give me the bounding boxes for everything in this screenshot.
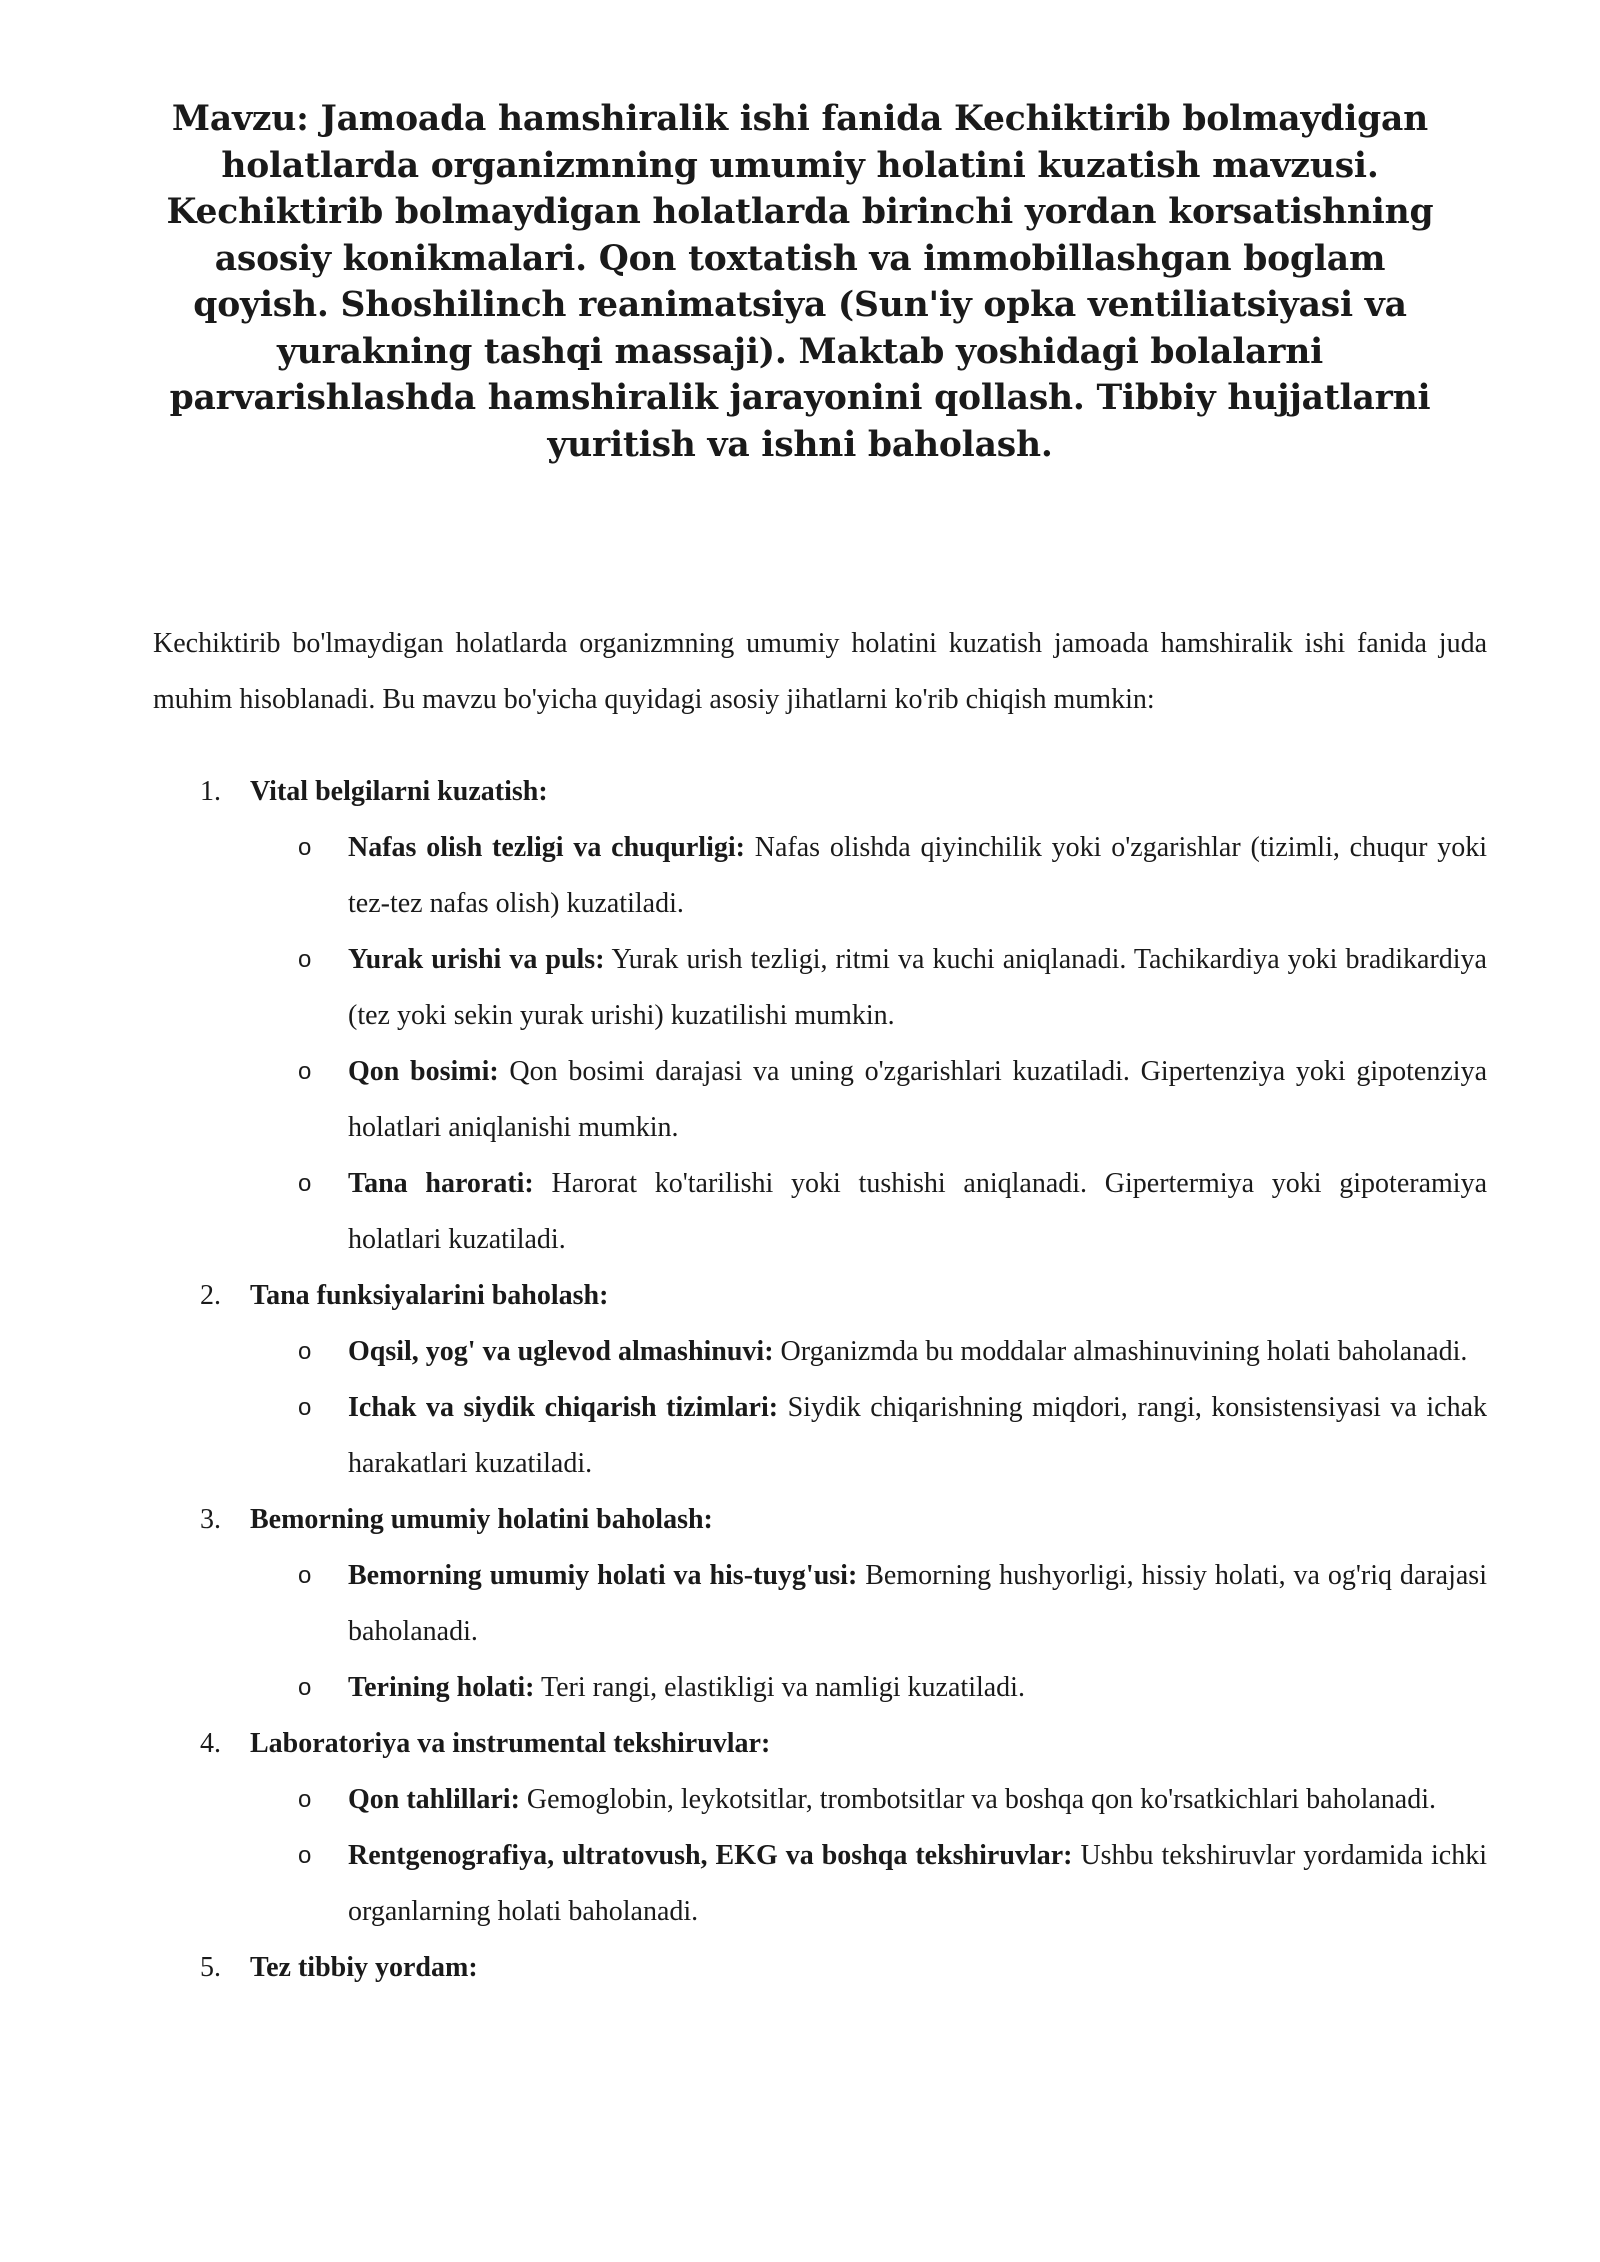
item-term: Terining holati: xyxy=(348,1672,535,1703)
section-heading xyxy=(0,1268,1600,1324)
sub-list-item xyxy=(0,1156,1600,1268)
item-term: Oqsil, yog' va uglevod almashinuvi: xyxy=(348,1336,774,1367)
item-text: Harorat ko'tarilishi yoki tushishi aniqlanadi. Gipertermiya yoki gipoteramiya holatlari kuzatiladi. xyxy=(348,1168,1487,1255)
section-heading xyxy=(0,1492,1600,1548)
sub-list-item xyxy=(0,932,1600,1044)
item-text: Gemoglobin, leykotsitlar, trombotsitlar va boshqa qon ko'rsatkichlari baholanadi. xyxy=(519,1784,1436,1815)
bullet-icon: o xyxy=(298,1058,312,1085)
list-item xyxy=(0,1940,1600,1996)
section-heading xyxy=(0,1716,1600,1772)
sub-list xyxy=(0,1324,1600,1492)
item-text: Nafas olishda qiyinchilik yoki o'zgarishlar (tizimli, chuqur yoki tez-tez nafas olish) kuzatiladi. xyxy=(348,832,1487,919)
sub-list-item xyxy=(0,820,1600,932)
section-heading-text: Laboratoriya va instrumental tekshiruvlar: xyxy=(250,1728,771,1759)
item-term: Yurak urishi va puls: xyxy=(348,944,605,975)
bullet-icon: o xyxy=(298,946,312,973)
list-item xyxy=(0,1268,1600,1492)
bullet-icon: o xyxy=(298,1338,312,1365)
list-item xyxy=(0,1716,1600,1940)
sub-list-item xyxy=(0,1828,1600,1940)
item-text: Teri rangi, elastikligi va namligi kuzatiladi. xyxy=(534,1672,1025,1703)
item-term: Tana harorati: xyxy=(348,1168,534,1199)
item-term: Nafas olish tezligi va chuqurligi: xyxy=(348,832,745,863)
item-term: Rentgenografiya, ultratovush, EKG va boshqa tekshiruvlar: xyxy=(348,1840,1073,1871)
numbered-list xyxy=(0,764,1600,1996)
sub-list-item xyxy=(0,1324,1600,1380)
section-heading-text: Bemorning umumiy holatini baholash: xyxy=(250,1504,713,1535)
sub-list xyxy=(0,1772,1600,1940)
sub-list-item xyxy=(0,1044,1600,1156)
intro-paragraph: Kechiktirib bo'lmaydigan holatlarda organizmning umumiy holatini kuzatish jamoada hamshiralik ishi fanida juda muhim hisoblanadi. Bu mavzu bo'yicha quyidagi asosiy jihatlarni ko'rib chiqish mumkin: xyxy=(153,628,1487,715)
section-number: 2. xyxy=(200,1280,221,1311)
sub-list-item xyxy=(0,1380,1600,1492)
section-heading-text: Tana funksiyalarini baholash: xyxy=(250,1280,609,1311)
item-text: Qon bosimi darajasi va uning o'zgarishlari kuzatiladi. Gipertenziya yoki gipotenziya holatlari aniqlanishi mumkin. xyxy=(348,1056,1487,1143)
section-number: 5. xyxy=(200,1952,221,1983)
section-heading xyxy=(0,1940,1600,1996)
bullet-icon: o xyxy=(298,1562,312,1589)
item-text: Organizmda bu moddalar almashinuvining holati baholanadi. xyxy=(773,1336,1468,1367)
item-text: Bemorning hushyorligi, hissiy holati, va og'riq darajasi baholanadi. xyxy=(348,1560,1487,1647)
item-text: Siydik chiqarishning miqdori, rangi, konsistensiyasi va ichak harakatlari kuzatiladi. xyxy=(348,1392,1487,1479)
item-text: Ushbu tekshiruvlar yordamida ichki organlarning holati baholanadi. xyxy=(348,1840,1487,1927)
item-term: Qon bosimi: xyxy=(348,1056,499,1087)
section-heading-text: Tez tibbiy yordam: xyxy=(250,1952,478,1983)
bullet-icon: o xyxy=(298,834,312,861)
section-number: 4. xyxy=(200,1728,221,1759)
bullet-icon: o xyxy=(298,1842,312,1869)
sub-list xyxy=(0,1548,1600,1716)
bullet-icon: o xyxy=(298,1674,312,1701)
sub-list-item xyxy=(0,1660,1600,1716)
item-text: Yurak urish tezligi, ritmi va kuchi aniqlanadi. Tachikardiya yoki bradikardiya (tez yoki sekin yurak urishi) kuzatilishi mumkin. xyxy=(348,944,1487,1031)
sub-list-item xyxy=(0,1772,1600,1828)
section-number: 1. xyxy=(200,776,221,807)
item-term: Qon tahlillari: xyxy=(348,1784,520,1815)
item-term: Ichak va siydik chiqarish tizimlari: xyxy=(348,1392,779,1423)
section-heading xyxy=(0,764,1600,820)
document-title: Mavzu: Jamoada hamshiralik ishi fanida Kechiktirib bolmaydigan holatlarda organizmning umumiy holatini kuzatish mavzusi. Kechiktirib bolmaydigan holatlarda birinchi yordan korsatishning asosiy konikmalari. Qon toxtatish va immobillashgan boglam qoyish. Shoshilinch reanimatsiya (Sun'iy opka ventiliatsiyasi va yurakning tashqi massaji). Maktab yoshidagi bolalarni parvarishlashda hamshiralik jarayonini qollash. Tibbiy hujjatlarni yuritish va ishni baholash. xyxy=(166,99,1434,465)
sub-list-item xyxy=(0,1548,1600,1660)
bullet-icon: o xyxy=(298,1170,312,1197)
bullet-icon: o xyxy=(298,1786,312,1813)
list-item xyxy=(0,764,1600,1268)
sub-list xyxy=(0,820,1600,1268)
item-term: Bemorning umumiy holati va his-tuyg'usi: xyxy=(348,1560,858,1591)
section-heading-text: Vital belgilarni kuzatish: xyxy=(250,776,548,807)
list-item xyxy=(0,1492,1600,1716)
section-number: 3. xyxy=(200,1504,221,1535)
bullet-icon: o xyxy=(298,1394,312,1421)
